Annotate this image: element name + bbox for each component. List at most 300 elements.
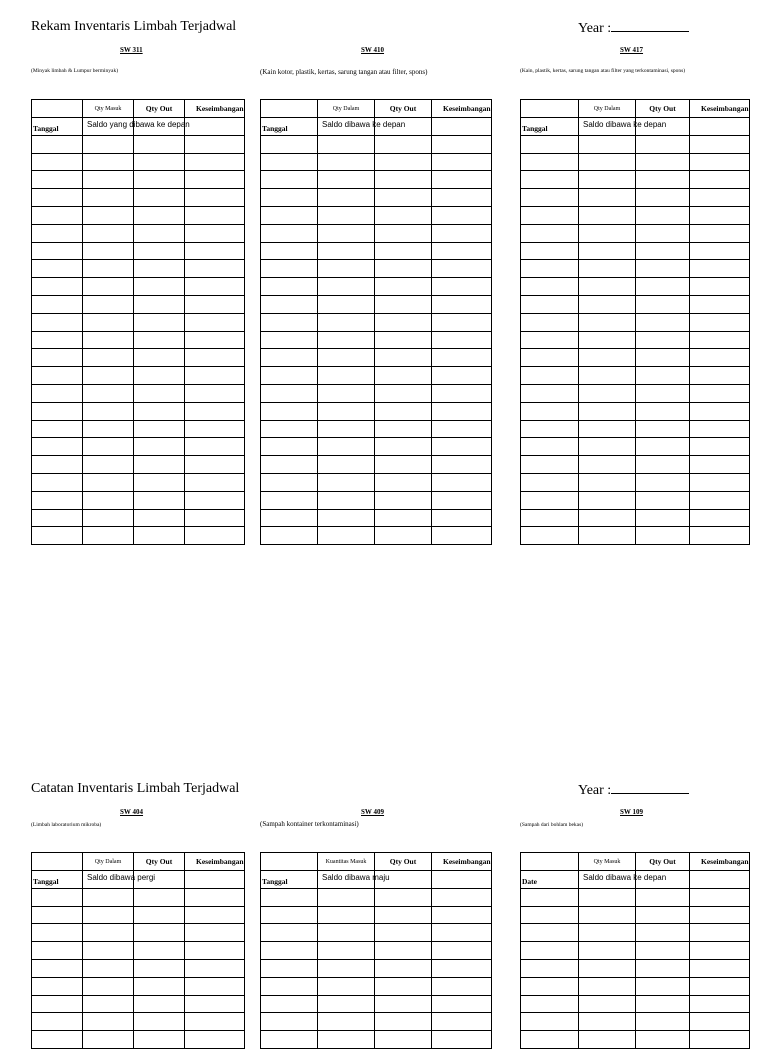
date-cell[interactable] bbox=[261, 995, 318, 1013]
date-cell[interactable] bbox=[32, 491, 83, 509]
qty-in-cell[interactable] bbox=[83, 888, 134, 906]
qty-in-cell[interactable] bbox=[579, 995, 636, 1013]
balance-cell[interactable] bbox=[185, 135, 245, 153]
qty-in-cell[interactable] bbox=[83, 509, 134, 527]
qty-in-cell[interactable] bbox=[83, 189, 134, 207]
qty-in-cell[interactable] bbox=[318, 473, 375, 491]
balance-cell[interactable] bbox=[690, 153, 750, 171]
qty-in-cell[interactable] bbox=[579, 367, 636, 385]
balance-cell[interactable] bbox=[432, 367, 492, 385]
qty-in-cell[interactable] bbox=[579, 384, 636, 402]
qty-in-cell[interactable] bbox=[318, 888, 375, 906]
qty-in-cell[interactable] bbox=[318, 189, 375, 207]
qty-in-cell[interactable] bbox=[579, 153, 636, 171]
qty-out-cell[interactable] bbox=[636, 171, 690, 189]
balance-cell[interactable] bbox=[690, 888, 750, 906]
qty-in-cell[interactable] bbox=[83, 420, 134, 438]
balance-cell[interactable] bbox=[690, 871, 750, 889]
qty-in-cell[interactable] bbox=[579, 171, 636, 189]
qty-out-cell[interactable] bbox=[375, 402, 432, 420]
qty-in-cell[interactable] bbox=[579, 527, 636, 545]
balance-cell[interactable] bbox=[185, 1031, 245, 1049]
qty-in-cell[interactable] bbox=[579, 331, 636, 349]
qty-out-cell[interactable] bbox=[636, 224, 690, 242]
date-cell[interactable] bbox=[32, 871, 83, 889]
qty-in-cell[interactable] bbox=[579, 420, 636, 438]
date-cell[interactable] bbox=[261, 206, 318, 224]
date-cell[interactable] bbox=[261, 367, 318, 385]
qty-in-cell[interactable] bbox=[579, 349, 636, 367]
date-cell[interactable] bbox=[32, 942, 83, 960]
qty-in-cell[interactable] bbox=[318, 367, 375, 385]
qty-out-cell[interactable] bbox=[134, 260, 185, 278]
date-cell[interactable] bbox=[521, 118, 579, 136]
balance-cell[interactable] bbox=[432, 206, 492, 224]
balance-cell[interactable] bbox=[185, 384, 245, 402]
date-cell[interactable] bbox=[261, 135, 318, 153]
qty-in-cell[interactable] bbox=[318, 278, 375, 296]
balance-cell[interactable] bbox=[432, 171, 492, 189]
balance-cell[interactable] bbox=[432, 995, 492, 1013]
date-cell[interactable] bbox=[261, 871, 318, 889]
qty-out-cell[interactable] bbox=[375, 888, 432, 906]
qty-in-cell[interactable] bbox=[579, 402, 636, 420]
qty-in-cell[interactable] bbox=[83, 224, 134, 242]
qty-out-cell[interactable] bbox=[375, 942, 432, 960]
balance-cell[interactable] bbox=[185, 888, 245, 906]
qty-in-cell[interactable] bbox=[318, 420, 375, 438]
balance-cell[interactable] bbox=[185, 402, 245, 420]
qty-out-cell[interactable] bbox=[636, 135, 690, 153]
qty-in-cell[interactable] bbox=[318, 438, 375, 456]
qty-in-cell[interactable] bbox=[83, 473, 134, 491]
balance-cell[interactable] bbox=[690, 959, 750, 977]
balance-cell[interactable] bbox=[185, 906, 245, 924]
date-cell[interactable] bbox=[261, 189, 318, 207]
date-cell[interactable] bbox=[521, 473, 579, 491]
balance-cell[interactable] bbox=[185, 509, 245, 527]
balance-cell[interactable] bbox=[185, 331, 245, 349]
date-cell[interactable] bbox=[521, 224, 579, 242]
qty-out-cell[interactable] bbox=[375, 1013, 432, 1031]
date-cell[interactable] bbox=[261, 242, 318, 260]
date-cell[interactable] bbox=[521, 906, 579, 924]
qty-out-cell[interactable] bbox=[636, 977, 690, 995]
qty-in-cell[interactable] bbox=[318, 118, 406, 136]
date-cell[interactable] bbox=[32, 135, 83, 153]
qty-out-cell[interactable] bbox=[134, 206, 185, 224]
qty-out-cell[interactable] bbox=[134, 331, 185, 349]
balance-cell[interactable] bbox=[690, 402, 750, 420]
date-cell[interactable] bbox=[32, 438, 83, 456]
qty-out-cell[interactable] bbox=[375, 118, 432, 136]
balance-cell[interactable] bbox=[432, 420, 492, 438]
date-cell[interactable] bbox=[521, 260, 579, 278]
balance-cell[interactable] bbox=[185, 420, 245, 438]
balance-cell[interactable] bbox=[185, 438, 245, 456]
date-cell[interactable] bbox=[521, 456, 579, 474]
qty-in-cell[interactable] bbox=[318, 456, 375, 474]
balance-cell[interactable] bbox=[690, 473, 750, 491]
qty-out-cell[interactable] bbox=[375, 924, 432, 942]
qty-in-cell[interactable] bbox=[83, 924, 134, 942]
balance-cell[interactable] bbox=[185, 242, 245, 260]
balance-cell[interactable] bbox=[432, 260, 492, 278]
qty-in-cell[interactable] bbox=[83, 313, 134, 331]
qty-out-cell[interactable] bbox=[636, 509, 690, 527]
date-cell[interactable] bbox=[261, 295, 318, 313]
balance-cell[interactable] bbox=[432, 402, 492, 420]
qty-in-cell[interactable] bbox=[579, 1031, 636, 1049]
balance-cell[interactable] bbox=[690, 1013, 750, 1031]
qty-out-cell[interactable] bbox=[375, 977, 432, 995]
balance-cell[interactable] bbox=[432, 118, 492, 136]
balance-cell[interactable] bbox=[185, 924, 245, 942]
balance-cell[interactable] bbox=[690, 331, 750, 349]
qty-in-cell[interactable] bbox=[318, 959, 375, 977]
qty-out-cell[interactable] bbox=[636, 1031, 690, 1049]
qty-out-cell[interactable] bbox=[636, 924, 690, 942]
balance-cell[interactable] bbox=[185, 189, 245, 207]
date-cell[interactable] bbox=[261, 278, 318, 296]
qty-out-cell[interactable] bbox=[375, 171, 432, 189]
date-cell[interactable] bbox=[261, 153, 318, 171]
date-cell[interactable] bbox=[521, 995, 579, 1013]
qty-out-cell[interactable] bbox=[375, 509, 432, 527]
balance-cell[interactable] bbox=[690, 313, 750, 331]
date-cell[interactable] bbox=[521, 242, 579, 260]
qty-in-cell[interactable] bbox=[579, 456, 636, 474]
balance-cell[interactable] bbox=[690, 224, 750, 242]
qty-out-cell[interactable] bbox=[636, 367, 690, 385]
date-cell[interactable] bbox=[32, 189, 83, 207]
date-cell[interactable] bbox=[32, 1013, 83, 1031]
date-cell[interactable] bbox=[32, 153, 83, 171]
qty-out-cell[interactable] bbox=[636, 313, 690, 331]
qty-in-cell[interactable] bbox=[579, 871, 667, 889]
qty-out-cell[interactable] bbox=[375, 206, 432, 224]
balance-cell[interactable] bbox=[432, 278, 492, 296]
balance-cell[interactable] bbox=[432, 349, 492, 367]
qty-in-cell[interactable] bbox=[83, 959, 134, 977]
qty-out-cell[interactable] bbox=[134, 942, 185, 960]
date-cell[interactable] bbox=[32, 242, 83, 260]
qty-in-cell[interactable] bbox=[83, 118, 190, 136]
balance-cell[interactable] bbox=[690, 456, 750, 474]
balance-cell[interactable] bbox=[690, 438, 750, 456]
date-cell[interactable] bbox=[521, 402, 579, 420]
qty-in-cell[interactable] bbox=[579, 977, 636, 995]
date-cell[interactable] bbox=[32, 206, 83, 224]
balance-cell[interactable] bbox=[185, 295, 245, 313]
qty-out-cell[interactable] bbox=[636, 331, 690, 349]
qty-in-cell[interactable] bbox=[318, 527, 375, 545]
qty-out-cell[interactable] bbox=[134, 384, 185, 402]
balance-cell[interactable] bbox=[432, 942, 492, 960]
date-cell[interactable] bbox=[521, 153, 579, 171]
qty-in-cell[interactable] bbox=[579, 509, 636, 527]
qty-out-cell[interactable] bbox=[636, 942, 690, 960]
date-cell[interactable] bbox=[32, 924, 83, 942]
qty-in-cell[interactable] bbox=[318, 977, 375, 995]
qty-in-cell[interactable] bbox=[83, 402, 134, 420]
qty-out-cell[interactable] bbox=[375, 420, 432, 438]
qty-out-cell[interactable] bbox=[134, 278, 185, 296]
qty-in-cell[interactable] bbox=[83, 242, 134, 260]
qty-in-cell[interactable] bbox=[579, 242, 636, 260]
balance-cell[interactable] bbox=[432, 242, 492, 260]
balance-cell[interactable] bbox=[185, 260, 245, 278]
qty-out-cell[interactable] bbox=[134, 367, 185, 385]
date-cell[interactable] bbox=[521, 942, 579, 960]
qty-in-cell[interactable] bbox=[318, 331, 375, 349]
qty-out-cell[interactable] bbox=[636, 349, 690, 367]
date-cell[interactable] bbox=[261, 924, 318, 942]
date-cell[interactable] bbox=[521, 189, 579, 207]
balance-cell[interactable] bbox=[432, 438, 492, 456]
qty-out-cell[interactable] bbox=[375, 135, 432, 153]
balance-cell[interactable] bbox=[432, 491, 492, 509]
qty-out-cell[interactable] bbox=[636, 871, 690, 889]
date-cell[interactable] bbox=[261, 473, 318, 491]
date-cell[interactable] bbox=[32, 995, 83, 1013]
date-cell[interactable] bbox=[521, 331, 579, 349]
balance-cell[interactable] bbox=[185, 153, 245, 171]
balance-cell[interactable] bbox=[690, 995, 750, 1013]
balance-cell[interactable] bbox=[432, 1031, 492, 1049]
qty-in-cell[interactable] bbox=[318, 242, 375, 260]
qty-out-cell[interactable] bbox=[134, 456, 185, 474]
balance-cell[interactable] bbox=[432, 456, 492, 474]
date-cell[interactable] bbox=[32, 977, 83, 995]
date-cell[interactable] bbox=[32, 349, 83, 367]
date-cell[interactable] bbox=[521, 420, 579, 438]
qty-out-cell[interactable] bbox=[134, 977, 185, 995]
qty-out-cell[interactable] bbox=[134, 402, 185, 420]
qty-out-cell[interactable] bbox=[375, 242, 432, 260]
qty-in-cell[interactable] bbox=[579, 189, 636, 207]
qty-out-cell[interactable] bbox=[134, 153, 185, 171]
date-cell[interactable] bbox=[521, 438, 579, 456]
balance-cell[interactable] bbox=[185, 118, 245, 136]
date-cell[interactable] bbox=[261, 527, 318, 545]
qty-out-cell[interactable] bbox=[134, 118, 185, 136]
qty-out-cell[interactable] bbox=[636, 456, 690, 474]
balance-cell[interactable] bbox=[432, 959, 492, 977]
qty-in-cell[interactable] bbox=[579, 888, 636, 906]
date-cell[interactable] bbox=[261, 977, 318, 995]
date-cell[interactable] bbox=[261, 1013, 318, 1031]
date-cell[interactable] bbox=[32, 171, 83, 189]
date-cell[interactable] bbox=[521, 977, 579, 995]
date-cell[interactable] bbox=[521, 349, 579, 367]
qty-out-cell[interactable] bbox=[636, 153, 690, 171]
balance-cell[interactable] bbox=[185, 1013, 245, 1031]
qty-in-cell[interactable] bbox=[579, 260, 636, 278]
qty-in-cell[interactable] bbox=[318, 1013, 375, 1031]
qty-out-cell[interactable] bbox=[134, 224, 185, 242]
date-cell[interactable] bbox=[521, 135, 579, 153]
balance-cell[interactable] bbox=[690, 260, 750, 278]
balance-cell[interactable] bbox=[185, 224, 245, 242]
qty-out-cell[interactable] bbox=[134, 871, 185, 889]
qty-in-cell[interactable] bbox=[83, 995, 134, 1013]
qty-in-cell[interactable] bbox=[83, 278, 134, 296]
qty-in-cell[interactable] bbox=[83, 153, 134, 171]
date-cell[interactable] bbox=[261, 942, 318, 960]
date-cell[interactable] bbox=[521, 1031, 579, 1049]
balance-cell[interactable] bbox=[690, 206, 750, 224]
date-cell[interactable] bbox=[32, 402, 83, 420]
balance-cell[interactable] bbox=[432, 527, 492, 545]
date-cell[interactable] bbox=[261, 1031, 318, 1049]
date-cell[interactable] bbox=[521, 171, 579, 189]
qty-in-cell[interactable] bbox=[83, 260, 134, 278]
qty-out-cell[interactable] bbox=[636, 242, 690, 260]
date-cell[interactable] bbox=[32, 906, 83, 924]
qty-in-cell[interactable] bbox=[83, 384, 134, 402]
qty-out-cell[interactable] bbox=[134, 995, 185, 1013]
qty-in-cell[interactable] bbox=[579, 924, 636, 942]
balance-cell[interactable] bbox=[690, 278, 750, 296]
qty-in-cell[interactable] bbox=[83, 206, 134, 224]
qty-out-cell[interactable] bbox=[636, 420, 690, 438]
qty-in-cell[interactable] bbox=[318, 1031, 375, 1049]
qty-out-cell[interactable] bbox=[375, 313, 432, 331]
balance-cell[interactable] bbox=[432, 295, 492, 313]
date-cell[interactable] bbox=[32, 888, 83, 906]
date-cell[interactable] bbox=[32, 224, 83, 242]
date-cell[interactable] bbox=[521, 871, 579, 889]
date-cell[interactable] bbox=[32, 367, 83, 385]
qty-out-cell[interactable] bbox=[134, 295, 185, 313]
balance-cell[interactable] bbox=[432, 509, 492, 527]
qty-out-cell[interactable] bbox=[636, 491, 690, 509]
balance-cell[interactable] bbox=[432, 313, 492, 331]
qty-out-cell[interactable] bbox=[375, 959, 432, 977]
balance-cell[interactable] bbox=[185, 942, 245, 960]
balance-cell[interactable] bbox=[690, 420, 750, 438]
date-cell[interactable] bbox=[32, 118, 83, 136]
date-cell[interactable] bbox=[261, 491, 318, 509]
balance-cell[interactable] bbox=[432, 189, 492, 207]
balance-cell[interactable] bbox=[690, 242, 750, 260]
balance-cell[interactable] bbox=[690, 1031, 750, 1049]
date-cell[interactable] bbox=[261, 906, 318, 924]
qty-out-cell[interactable] bbox=[134, 527, 185, 545]
date-cell[interactable] bbox=[521, 888, 579, 906]
qty-in-cell[interactable] bbox=[579, 1013, 636, 1031]
date-cell[interactable] bbox=[32, 456, 83, 474]
balance-cell[interactable] bbox=[690, 189, 750, 207]
balance-cell[interactable] bbox=[185, 313, 245, 331]
date-cell[interactable] bbox=[32, 959, 83, 977]
qty-out-cell[interactable] bbox=[636, 438, 690, 456]
balance-cell[interactable] bbox=[185, 959, 245, 977]
balance-cell[interactable] bbox=[690, 171, 750, 189]
balance-cell[interactable] bbox=[690, 906, 750, 924]
balance-cell[interactable] bbox=[185, 977, 245, 995]
qty-out-cell[interactable] bbox=[134, 1013, 185, 1031]
date-cell[interactable] bbox=[521, 206, 579, 224]
qty-out-cell[interactable] bbox=[375, 995, 432, 1013]
qty-out-cell[interactable] bbox=[636, 278, 690, 296]
qty-out-cell[interactable] bbox=[375, 367, 432, 385]
date-cell[interactable] bbox=[261, 438, 318, 456]
qty-out-cell[interactable] bbox=[375, 349, 432, 367]
qty-in-cell[interactable] bbox=[579, 295, 636, 313]
qty-in-cell[interactable] bbox=[579, 206, 636, 224]
qty-out-cell[interactable] bbox=[134, 509, 185, 527]
qty-out-cell[interactable] bbox=[636, 189, 690, 207]
date-cell[interactable] bbox=[32, 278, 83, 296]
qty-in-cell[interactable] bbox=[579, 906, 636, 924]
qty-in-cell[interactable] bbox=[318, 153, 375, 171]
qty-out-cell[interactable] bbox=[134, 924, 185, 942]
date-cell[interactable] bbox=[521, 509, 579, 527]
balance-cell[interactable] bbox=[185, 473, 245, 491]
date-cell[interactable] bbox=[521, 959, 579, 977]
date-cell[interactable] bbox=[521, 367, 579, 385]
date-cell[interactable] bbox=[261, 171, 318, 189]
date-cell[interactable] bbox=[261, 509, 318, 527]
qty-out-cell[interactable] bbox=[134, 438, 185, 456]
balance-cell[interactable] bbox=[432, 224, 492, 242]
qty-out-cell[interactable] bbox=[636, 527, 690, 545]
balance-cell[interactable] bbox=[185, 171, 245, 189]
qty-in-cell[interactable] bbox=[318, 924, 375, 942]
date-cell[interactable] bbox=[261, 420, 318, 438]
balance-cell[interactable] bbox=[432, 888, 492, 906]
balance-cell[interactable] bbox=[432, 871, 492, 889]
qty-out-cell[interactable] bbox=[375, 278, 432, 296]
date-cell[interactable] bbox=[261, 888, 318, 906]
qty-in-cell[interactable] bbox=[579, 135, 636, 153]
qty-in-cell[interactable] bbox=[318, 349, 375, 367]
date-cell[interactable] bbox=[521, 1013, 579, 1031]
qty-in-cell[interactable] bbox=[579, 491, 636, 509]
qty-in-cell[interactable] bbox=[579, 313, 636, 331]
qty-out-cell[interactable] bbox=[375, 527, 432, 545]
date-cell[interactable] bbox=[261, 224, 318, 242]
qty-out-cell[interactable] bbox=[134, 349, 185, 367]
balance-cell[interactable] bbox=[185, 456, 245, 474]
qty-in-cell[interactable] bbox=[83, 942, 134, 960]
date-cell[interactable] bbox=[521, 491, 579, 509]
qty-in-cell[interactable] bbox=[579, 942, 636, 960]
date-cell[interactable] bbox=[521, 278, 579, 296]
balance-cell[interactable] bbox=[432, 331, 492, 349]
qty-in-cell[interactable] bbox=[579, 224, 636, 242]
qty-out-cell[interactable] bbox=[375, 295, 432, 313]
qty-in-cell[interactable] bbox=[318, 295, 375, 313]
qty-out-cell[interactable] bbox=[375, 189, 432, 207]
balance-cell[interactable] bbox=[690, 118, 750, 136]
qty-out-cell[interactable] bbox=[636, 206, 690, 224]
date-cell[interactable] bbox=[261, 456, 318, 474]
qty-in-cell[interactable] bbox=[579, 118, 667, 136]
qty-out-cell[interactable] bbox=[375, 260, 432, 278]
balance-cell[interactable] bbox=[690, 367, 750, 385]
balance-cell[interactable] bbox=[185, 367, 245, 385]
qty-in-cell[interactable] bbox=[318, 491, 375, 509]
balance-cell[interactable] bbox=[690, 527, 750, 545]
balance-cell[interactable] bbox=[690, 977, 750, 995]
qty-in-cell[interactable] bbox=[318, 995, 375, 1013]
balance-cell[interactable] bbox=[690, 349, 750, 367]
date-cell[interactable] bbox=[261, 384, 318, 402]
qty-out-cell[interactable] bbox=[375, 331, 432, 349]
